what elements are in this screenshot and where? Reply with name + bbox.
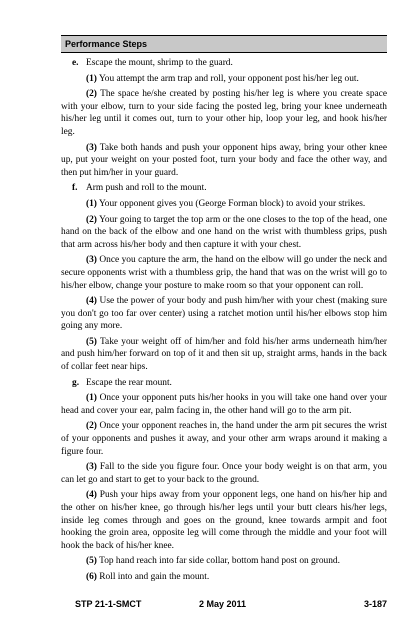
page-footer	[61, 599, 387, 613]
steps-content	[61, 57, 387, 587]
step-paragraph	[61, 392, 387, 417]
step-paragraph	[61, 198, 387, 211]
step-paragraph	[61, 461, 387, 486]
section-letter: e.	[72, 58, 79, 68]
step-paragraph	[61, 295, 387, 333]
step-text: Use the power of your body and push him/her with your chest (making sure you don't go too far over center) using a ratchet motion until his/her elbows stop him going any more.	[61, 296, 387, 332]
section-f	[61, 182, 387, 373]
step-text: Roll into and gain the mount.	[99, 571, 210, 582]
step-number: (3)	[86, 462, 97, 473]
step-text: Your going to target the top arm or the one closes to the top of the head, one hand on the back of the elbow and one hand on the wrist with thumbless grips, push that arm across his/her body and then capture it with your chest.	[61, 214, 387, 250]
step-paragraph	[61, 142, 387, 180]
step-number: (3)	[86, 255, 97, 266]
step-paragraph	[61, 88, 387, 138]
section-heading	[61, 377, 387, 390]
step-paragraph	[61, 489, 387, 552]
footer-page-number: 3-187	[363, 599, 387, 609]
step-text: You attempt the arm trap and roll, your opponent post his/her leg out.	[98, 73, 359, 84]
step-text: Once your opponent reaches in, the hand under the arm pit secures the wrist of your opponents and pushes it away, and your other arm wraps around it making a figure four.	[61, 421, 388, 457]
section-heading	[61, 182, 387, 195]
section-title: Escape the mount, shrimp to the guard.	[86, 58, 233, 68]
section-title: Escape the rear mount.	[86, 377, 172, 388]
step-text: Take your weight off of him/her and fold his/her arms underneath him/her and push him/her forward on top of it and then sit up, straight arms, hands in the back of collar feet near hips.	[61, 336, 387, 373]
step-number: (2)	[86, 214, 97, 225]
step-number: (1)	[86, 73, 97, 84]
step-number: (2)	[86, 421, 97, 432]
step-text: The space he/she created by posting his/her leg is where you create space with your elbow, turn to your side facing the posted leg, bring your knee underneath his/her leg until it comes out, turn to your other hip, loop your leg, and hook his/her leg.	[61, 89, 387, 137]
footer-date: 2 May 2011	[199, 599, 247, 609]
step-text: Fall to the side you figure four. Once your body weight is on that arm, you can let go and start to get to your back to the ground.	[61, 462, 387, 485]
step-paragraph	[61, 336, 387, 374]
performance-steps-header	[61, 35, 387, 53]
header-title: Performance Steps	[65, 39, 148, 49]
step-paragraph	[61, 254, 387, 292]
step-paragraph	[61, 571, 387, 584]
step-number: (1)	[86, 198, 97, 209]
step-paragraph	[61, 420, 387, 458]
section-e	[61, 57, 387, 179]
step-number: (4)	[86, 490, 97, 501]
step-paragraph	[61, 555, 387, 568]
section-title: Arm push and roll to the mount.	[86, 183, 207, 194]
section-heading	[61, 57, 387, 70]
section-g	[61, 377, 387, 584]
step-text: Once you capture the arm, the hand on the elbow will go under the neck and secure opponents wrist with a thumbless grip, the hand that was on the wrist will go to his/her elbow, change your posture to make room so that your opponent can roll.	[61, 255, 387, 291]
step-number: (6)	[86, 571, 97, 582]
step-text: Push your hips away from your opponent legs, one hand on his/her hip and the other on his/her knee, go through his/her legs until your butt clears his/her legs, inside leg comes through and goes on the ground, knee towards armpit and foot hooking the groin area, opposite leg will come through the middle and your foot will hook the back of his/her knee.	[61, 490, 387, 551]
step-text: Once your opponent puts his/her hooks in you will take one hand over your head and cover your ear, palm facing in, the other hand will go to the arm pit.	[61, 393, 387, 416]
step-paragraph	[61, 73, 387, 86]
step-text: Your opponent gives you (George Forman block) to avoid your strikes.	[98, 198, 366, 209]
step-number: (1)	[86, 393, 97, 404]
step-text: Top hand reach into far side collar, bottom hand post on ground.	[99, 556, 340, 567]
footer-doc-id: STP 21-1-SMCT	[75, 599, 142, 609]
step-number: (5)	[86, 336, 97, 347]
step-number: (2)	[86, 89, 97, 100]
step-text: Take both hands and push your opponent hips away, bring your other knee up, put your weight on your posted foot, turn your body and face the other way, and then put him/her in your guard.	[61, 142, 387, 178]
step-number: (4)	[86, 296, 97, 307]
step-number: (3)	[86, 142, 97, 153]
section-letter: f.	[72, 183, 78, 194]
step-paragraph	[61, 214, 387, 252]
step-number: (5)	[86, 556, 97, 567]
section-letter: g.	[72, 377, 80, 388]
